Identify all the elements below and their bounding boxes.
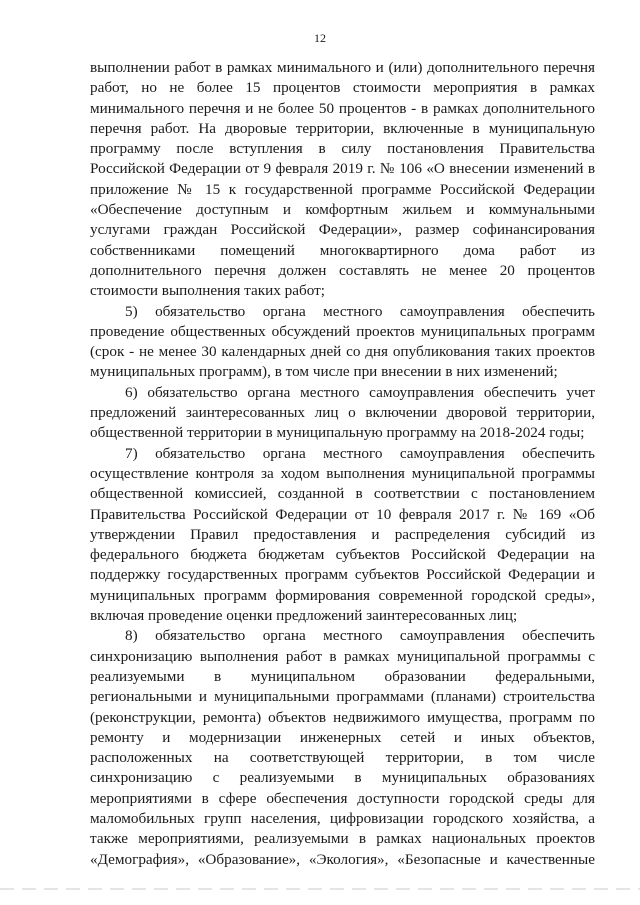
text-line: Правительства Российской Федерации от 10 февраля 2017 г. № 169 «Об [90,505,595,523]
text-line: услугами граждан Российской Федерации», размер софинансирования [90,221,595,239]
text-line: (срок - не менее 30 календарных дней со дня опубликования таких проектов [90,343,595,361]
text-line: 8) обязательство органа местного самоуправления обеспечить [125,627,595,645]
text-line: 7) обязательство органа местного самоуправления обеспечить [125,444,595,462]
text-line: федерального бюджета бюджетам субъектов Российской Федерации на [90,546,595,564]
text-line: минимального перечня и не более 50 процентов - в рамках дополнительного [90,99,595,117]
text-line: «Обеспечение доступным и комфортным жильем и коммунальными [90,201,595,219]
text-line: муниципальных программ формирования современной городской среды», [90,586,595,604]
text-line: расположенных на соответствующей территории, в том числе [90,749,595,767]
text-line: перечня работ. На дворовые территории, включенные в муниципальную [90,119,595,137]
text-line: региональными и муниципальными программами (планами) строительства [90,688,595,706]
text-line: 5) обязательство органа местного самоуправления обеспечить [125,302,595,320]
text-line: также мероприятиями, реализуемыми в рамках национальных проектов [90,830,595,848]
text-line: проведение общественных обсуждений проектов муниципальных программ [90,322,595,340]
text-line: синхронизацию с реализуемыми в муниципальных образованиях [90,769,595,787]
page-number: 12 [314,31,326,45]
text-line: предложений заинтересованных лиц о включении дворовой территории, [90,404,595,422]
text-line: муниципальных программ), в том числе при внесении в них изменений; [90,363,558,381]
text-line: общественной комиссией, созданной в соответствии с постановлением [90,485,595,503]
text-line: дополнительного перечня должен составлять не менее 20 процентов [90,261,595,279]
text-line: Российской Федерации от 9 февраля 2019 г. № 106 «О внесении изменений в [90,160,595,178]
text-line: приложение № 15 к государственной программе Российской Федерации [90,180,595,198]
text-line: реализуемыми в муниципальном образовании федеральными, [90,667,595,685]
text-line: выполнении работ в рамках минимального и (или) дополнительного перечня [90,59,595,76]
text-line: собственниками помещений многоквартирного дома работ из [90,241,595,259]
text-line: 6) обязательство органа местного самоуправления обеспечить учет [125,383,595,401]
text-line: маломобильных групп населения, цифровизации городского хозяйства, а [90,809,595,827]
text-line: включая проведение оценки предложений заинтересованных лиц; [90,607,518,625]
text-line: поддержку государственных программ субъектов Российской Федерации и [90,566,595,584]
text-line: стоимости выполнения таких работ; [90,282,325,300]
text-line: общественной территории в муниципальную программу на 2018-2024 годы; [90,424,585,442]
text-line: (реконструкции, ремонта) объектов недвижимого имущества, программ по [90,708,595,726]
text-line: ремонту и модернизации инженерных сетей и иных объектов, [90,728,595,746]
text-line: программу после вступления в силу постановления Правительства [90,140,595,158]
text-line: работ, но не более 15 процентов стоимости мероприятия в рамках [90,79,595,97]
document-body [90,58,595,870]
text-line: мероприятиями в сфере обеспечения доступности городской среды для [90,789,595,807]
text-line: синхронизацию выполнения работ в рамках муниципальной программы с [90,647,595,665]
text-line: осуществление контроля за ходом выполнения муниципальной программы [90,464,595,482]
text-line: утверждении Правил предоставления и распределения субсидий из [90,525,595,543]
text-line: «Демография», «Образование», «Экология», «Безопасные и качественные [90,850,595,868]
scan-edge-artifact [0,888,640,890]
